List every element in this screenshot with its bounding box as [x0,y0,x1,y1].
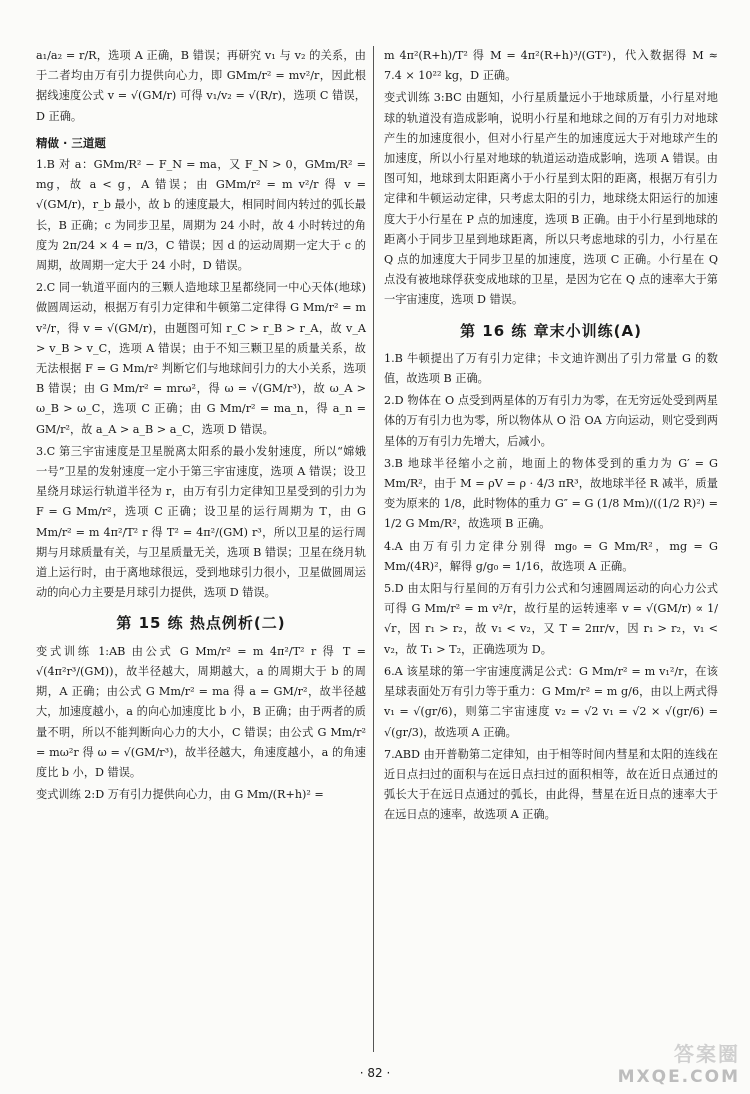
variant-training-2: 变式训练 2:D 万有引力提供向心力，由 G Mm/(R+h)² = [36,788,324,802]
section-heading-three-problems: 精做 · 三道题 [36,135,106,150]
review-answer-2: 2.D 物体在 O 点受到两星体的万有引力为零，在无穷远处受到两星体的万有引力也为零，所以物体从 O 沿 OA 方向运动，则它受到两星体的万有引力先增大，后减小。 [384,394,718,448]
column-divider [373,46,374,1052]
answer-1: 1.B 对 a：GMm/R² − F_N = ma，又 F_N > 0，GMm/R² = mg，故 a < g，A 错误；由 GMm/r² = m v²/r 得 v = √(GM/r)，r_b 最小，故 b 的速度最大，相同时间内转过的弧长最长，B 正确；c 为同步卫星，周期为 24 小时，故 4 小时转过的角度为 2π/24 × 4 = π/3，C 错误；因 d 的运动周期一定大于 c 的周期，故周期一定大于 24 小时，D 错误。 [36,158,366,273]
left-continued-paragraph: a₁/a₂ = r/R，选项 A 正确，B 错误；再研究 v₁ 与 v₂ 的关系，由于二者均由万有引力提供向心力，即 GMm/r² = mv²/r，因此根据线速度公式 v = √(GM/r) 可得 v₁/v₂ = √(R/r)，选项 C 错误，D 正确。 [36,49,366,123]
right-column [384,46,718,828]
variant-training-1: 变式训练 1:AB 由公式 G Mm/r² = m 4π²/T² r 得 T = √(4π²r³/(GM))，故半径越大，周期越大，a 的周期大于 b 的周期，A 正确；由公式 G Mm/r² = ma 得 a = GM/r²，故半径越大，加速度越小，a 的向心加速度比 b 小，B 正确；由于两者的质量不明，所以不能判断向心力的大小，C 错误；由公式 G Mm/r² = mω²r 得 ω = √(GM/r³)，故半径越大，角速度越小，a 的角速度比 b 小，D 错误。 [36,644,366,779]
chapter-heading-15: 第 15 练 热点例析(二) [116,614,286,633]
page-number: · 82 · [359,1066,391,1080]
chapter-heading-16: 第 16 练 章末小训练(A) [460,321,642,340]
review-answer-7: 7.ABD 由开普勒第二定律知，由于相等时间内彗星和太阳的连线在近日点扫过的面积与在远日点扫过的面积相等，故在近日点通过的弧长大于在远日点通过的弧长，由此得，彗星在近日点的速率大于在远日点的速率，故选项 A 正确。 [384,747,718,822]
left-column [36,46,366,807]
review-answer-1: 1.B 牛顿提出了万有引力定律；卡文迪许测出了引力常量 G 的数值，故选项 B 正确。 [384,351,718,386]
watermark-logo [560,1038,740,1088]
review-answer-4: 4.A 由万有引力定律分别得 mg₀ = G Mm/R²，mg = G Mm/(4R)²，解得 g/g₀ = 1/16，故选项 A 正确。 [384,539,718,573]
review-answer-6: 6.A 该星球的第一宇宙速度满足公式：G Mm/r² = m v₁²/r，在该星球表面处万有引力等于重力：G Mm/r² = m g/6，由以上两式得 v₁ = √(gr/6)，则第二宇宙速度 v₂ = √2 v₁ = √2 × √(gr/6) = √(gr/3)，故选项 A 正确。 [384,664,718,739]
review-answer-3: 3.B 地球半径缩小之前，地面上的物体受到的重力为 G′ = G Mm/R²，由于 M = ρV = ρ · 4/3 πR³，故地球半径 R 减半，质量变为原来的 1/8，此时物体的重力 G″ = G (1/8 Mm)/((1/2 R)²) = 1/2 G Mm/R²，故选项 B 正确。 [384,456,718,531]
watermark-title: 答案圈 [674,1042,740,1066]
variant-training-3: 变式训练 3:BC 由题知，小行星质量远小于地球质量，小行星对地球的轨道没有造成影响，说明小行星和地球之间的万有引力对地球产生的加速度很小，但对小行星产生的加速度远大于对地球产生的加速度，所以小行星对地球的轨道运动造成影响，选项 A 错误。由图可知，地球到太阳距离小于小行星到太阳的距离，根据万有引力定律和牛顿运动定律，只考虑太阳的引力，地球绕太阳运行的加速度大于小行星在 P 点的加速度，选项 B 正确。由于小行星到地球的距离小于同步卫星到地球距离，所以只考虑地球的引力，小行星在 Q 点的加速度大于同步卫星的加速度，选项 C 正确。小行星在 Q 点没有被地球俘获变成地球的卫星，是因为它在 Q 点的速率大于第一宇宙速度，选项 D 错误。 [384,91,718,307]
watermark-url: MXQE.COM [617,1067,740,1087]
answer-3: 3.C 第三宇宙速度是卫星脱离太阳系的最小发射速度，所以“嫦娥一号”卫星的发射速度一定小于第三宇宙速度，选项 A 错误；设卫星绕月球运行轨道半径为 r，由万有引力定律知卫星受到的引力为 F = G Mm/r²，选项 C 正确；设卫星的运行周期为 T，由 G Mm/r² = m 4π²/T² r 得 T² = 4π²/(GM) r³，所以卫星的运行周期与月球质量有关，与卫星质量无关，选项 B 错误；卫星在绕月轨道上运行时，由于离地球很远，受到地球引力很小，卫星做圆周运动的向心力主要是月球引力提供，选项 D 错误。 [36,444,366,600]
answer-2: 2.C 同一轨道平面内的三颗人造地球卫星都绕同一中心天体(地球)做圆周运动，根据万有引力定律和牛顿第二定律得 G Mm/r² = m v²/r，得 v = √(GM/r)，由题图可知 r_C > r_B > r_A，故 v_A > v_B > v_C，选项 A 错误；由于不知三颗卫星的质量关系，故无法根据 F = G Mm/r² 判断它们与地球间引力的大小关系，选项 B 错误；由 G Mm/r² = mrω²，得 ω = √(GM/r³)，故 ω_A > ω_B > ω_C，选项 C 正确；由 G Mm/r² = ma_n，得 a_n = GM/r²，故 a_A > a_B > a_C，选项 D 错误。 [36,281,366,436]
right-continued-paragraph: m 4π²(R+h)/T² 得 M = 4π²(R+h)³/(GT²)，代入数据得 M ≈ 7.4 × 10²² kg，D 正确。 [384,49,718,83]
review-answer-5: 5.D 由太阳与行星间的万有引力公式和匀速圆周运动的向心力公式可得 G Mm/r² = m v²/r，故行星的运转速率 v = √(GM/r) ∝ 1/√r，因 r₁ > r₂，故 v₁ < v₂，又 T = 2πr/v，因 r₁ > r₂，v₁ < v₂，故 T₁ > T₂，正确选项为 D。 [384,582,718,656]
